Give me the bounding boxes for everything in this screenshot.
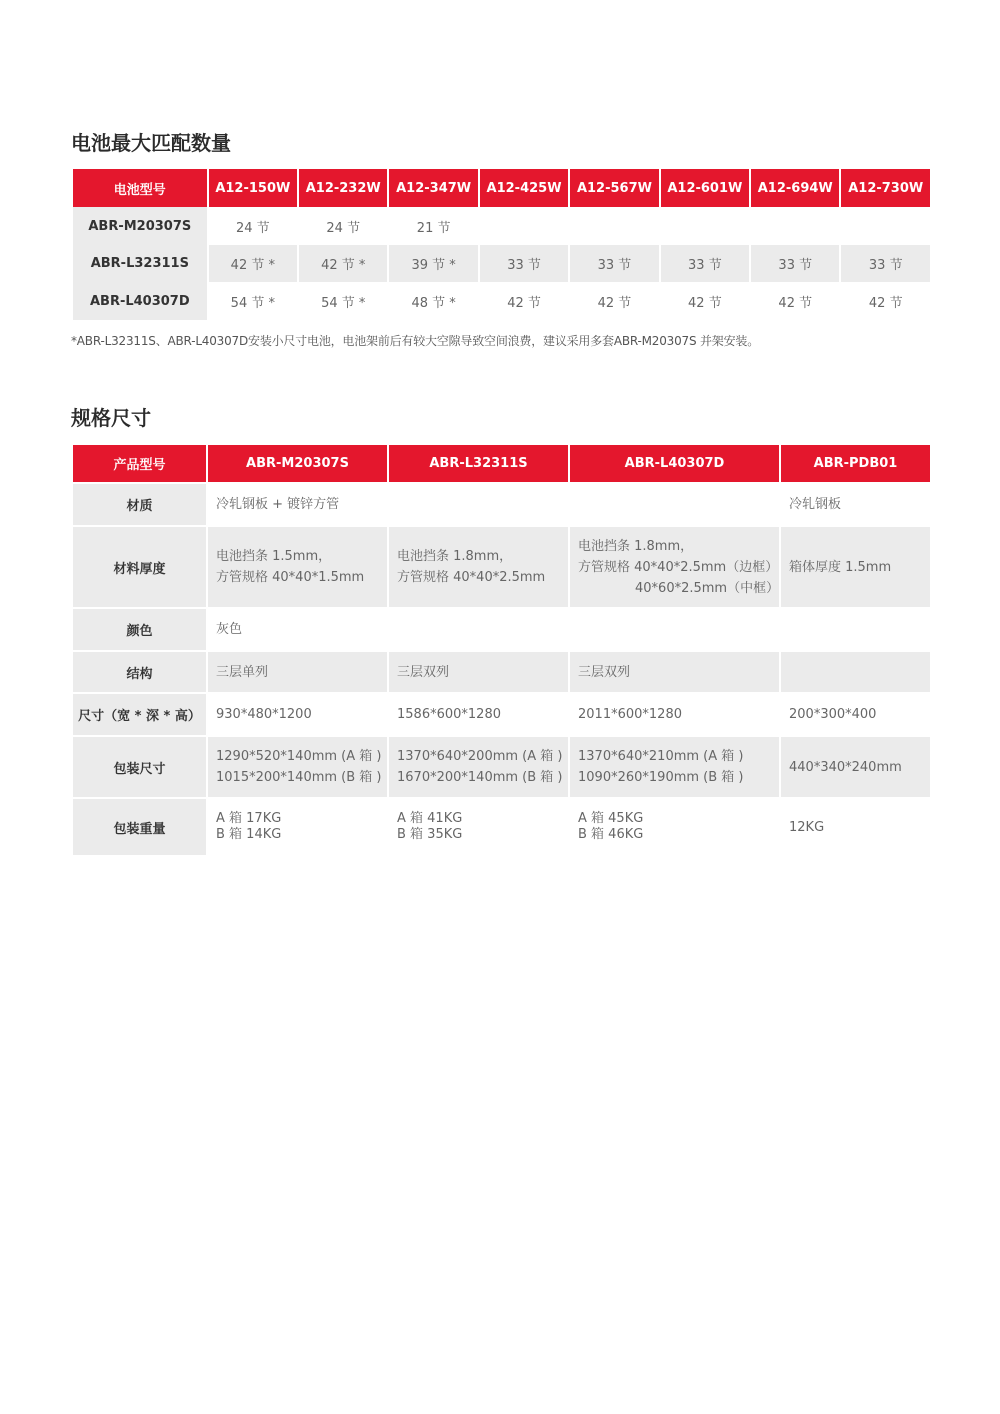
row-label: 包装重量 [73, 799, 206, 855]
header-cell: A12-150W [209, 169, 297, 207]
table-cell: 42 节 * [209, 245, 297, 282]
table-cell: 三层单列 [208, 652, 387, 692]
table-cell: 42 节 [868, 295, 903, 311]
table-row [73, 207, 930, 245]
cell-line: B 箱 46KG [578, 827, 644, 842]
table-cell [480, 207, 568, 245]
table-cell: 三层双列 [389, 652, 568, 692]
cell-line: A 箱 45KG [578, 811, 644, 826]
table-cell: 39 节 * [389, 245, 477, 282]
table-cell [751, 207, 839, 245]
header-cell: A12-730W [841, 169, 930, 207]
table-cell: 灰色 [216, 622, 243, 637]
cell-line: 1290*520*140mm (A 箱 ) [216, 749, 382, 764]
table-cell [841, 207, 930, 245]
table-cell: 三层双列 [570, 652, 779, 692]
table-row [73, 282, 930, 320]
table-cell: 930*480*1200 [216, 707, 312, 722]
row-label: ABR-L32311S [73, 245, 207, 282]
row-label: 颜色 [73, 609, 206, 650]
cell-line: 方管规格 40*40*2.5mm [397, 570, 546, 585]
table-cell [389, 527, 568, 607]
spec-row-thickness [73, 527, 930, 607]
table-cell: 42 节 [688, 295, 722, 311]
specifications-table [71, 445, 932, 855]
cell-line: 1015*200*140mm (B 箱 ) [216, 770, 382, 785]
header-cell: A12-425W [480, 169, 568, 207]
table-cell: 2011*600*1280 [578, 707, 682, 722]
row-label: ABR-L40307D [73, 282, 207, 320]
row-label: ABR-M20307S [73, 207, 207, 245]
table-cell [208, 737, 387, 797]
cell-line: A 箱 41KG [397, 811, 463, 826]
cell-line: 1370*640*210mm (A 箱 ) [578, 749, 744, 764]
table-cell: 箱体厚度 1.5mm [781, 527, 930, 607]
table-header-row [73, 169, 930, 207]
header-cell: 产品型号 [73, 445, 206, 482]
table-cell: 440*340*240mm [781, 737, 930, 797]
table-cell: 33 节 [661, 245, 749, 282]
table-cell: 42 节 [778, 295, 813, 311]
table-cell: 1586*600*1280 [397, 707, 501, 722]
table-cell: 33 节 [751, 245, 839, 282]
table-cell: 冷轧钢板 [789, 497, 842, 512]
table-cell: 冷轧钢板 + 镀锌方管 [216, 497, 340, 512]
header-cell: ABR-M20307S [208, 445, 387, 482]
table-cell: 12KG [789, 819, 825, 835]
row-label: 包装尺寸 [73, 737, 206, 797]
cell-line: 电池挡条 1.8mm， [397, 549, 513, 564]
table-cell: 33 节 [570, 245, 658, 282]
spec-row-color [73, 609, 930, 650]
table-cell [389, 799, 568, 855]
table-cell [208, 527, 387, 607]
table-header-row [73, 445, 930, 482]
table-cell: 200*300*400 [789, 707, 877, 722]
header-cell: ABR-L40307D [570, 445, 779, 482]
table-cell [570, 527, 779, 607]
table-row [73, 245, 930, 282]
cell-line: 1090*260*190mm (B 箱 ) [578, 770, 744, 785]
section-title-specifications: 规格尺寸 [71, 406, 151, 430]
table-cell: 24 节 [235, 220, 270, 236]
spec-row-package-size [73, 737, 930, 797]
header-cell: A12-567W [570, 169, 658, 207]
header-cell: 电池型号 [73, 169, 207, 207]
table-cell: 42 节 * [299, 245, 387, 282]
table-cell: 48 节 * [411, 295, 456, 311]
footnote: *ABR-L32311S、ABR-L40307D安装小尺寸电池，电池架前后有较大空隙导致空间浪费，建议采用多套ABR-M20307S 并架安装。 [71, 334, 760, 348]
header-cell: ABR-PDB01 [781, 445, 930, 482]
table-cell [389, 737, 568, 797]
header-cell: A12-601W [661, 169, 749, 207]
table-cell: 54 节 * [230, 295, 275, 311]
table-cell [570, 799, 779, 855]
cell-line: 40*60*2.5mm（中框） [635, 580, 780, 596]
table-cell [570, 737, 779, 797]
cell-line: 方管规格 40*40*2.5mm（边框） [578, 559, 779, 575]
cell-line: 电池挡条 1.8mm， [578, 538, 694, 554]
cell-line: 电池挡条 1.5mm， [216, 549, 332, 564]
section-title-battery-match: 电池最大匹配数量 [71, 131, 231, 155]
row-label: 材料厚度 [73, 527, 206, 607]
spec-row-size [73, 694, 930, 735]
spec-row-structure [73, 652, 930, 692]
table-cell [781, 652, 930, 692]
table-cell [570, 207, 658, 245]
row-label: 尺寸（宽 * 深 * 高） [73, 694, 206, 735]
table-cell: 33 节 [841, 245, 930, 282]
row-label: 材质 [73, 484, 206, 525]
table-cell: 42 节 [507, 295, 541, 311]
cell-line: B 箱 14KG [216, 827, 282, 842]
spec-row-package-weight [73, 799, 930, 855]
cell-line: A 箱 17KG [216, 811, 282, 826]
row-label: 结构 [73, 652, 206, 692]
table-cell [208, 799, 387, 855]
table-cell: 24 节 [326, 220, 361, 236]
header-cell: A12-347W [389, 169, 477, 207]
cell-line: 1670*200*140mm (B 箱 ) [397, 770, 563, 785]
table-cell: 33 节 [480, 245, 568, 282]
table-cell: 42 节 [597, 295, 632, 311]
cell-line: B 箱 35KG [397, 827, 463, 842]
spec-row-material [73, 484, 930, 525]
header-cell: A12-694W [751, 169, 839, 207]
table-cell: 21 节 [416, 220, 451, 236]
cell-line: 方管规格 40*40*1.5mm [216, 570, 365, 585]
table-cell: 54 节 * [321, 295, 366, 311]
battery-match-table [71, 169, 932, 320]
cell-line: 1370*640*200mm (A 箱 ) [397, 749, 563, 764]
table-cell [661, 207, 749, 245]
header-cell: A12-232W [299, 169, 387, 207]
header-cell: ABR-L32311S [389, 445, 568, 482]
